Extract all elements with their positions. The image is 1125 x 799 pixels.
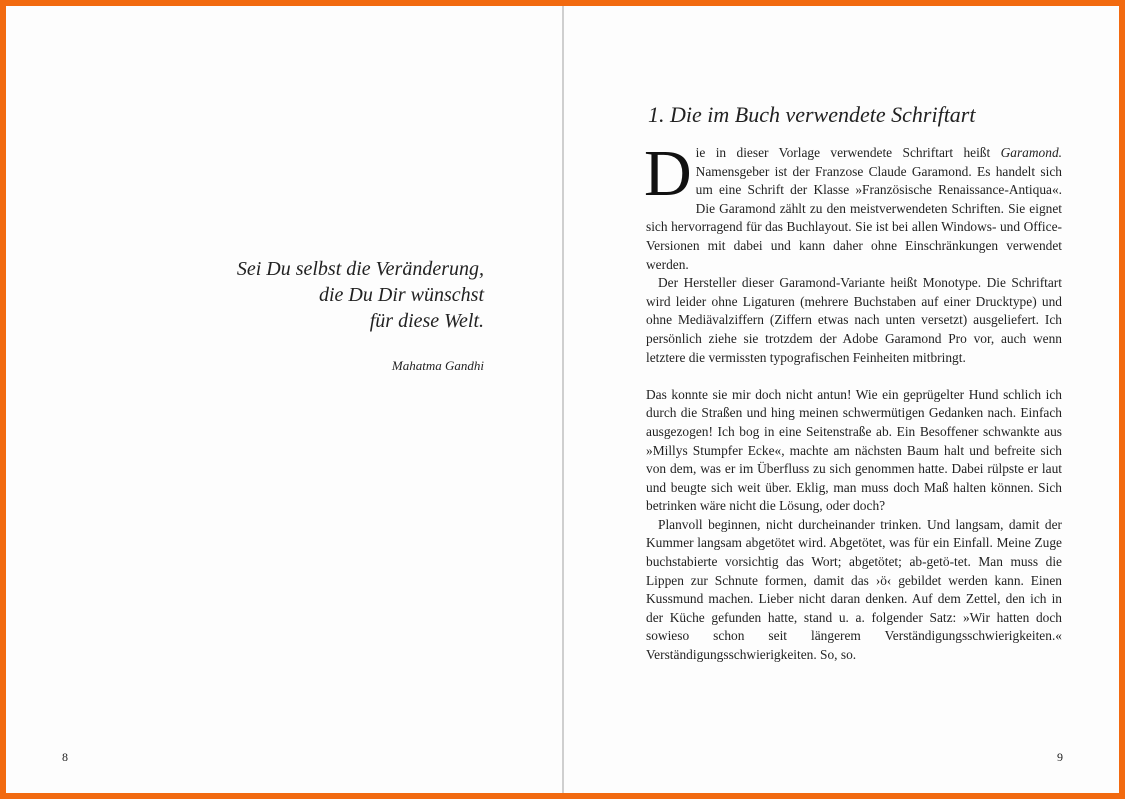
- page-number-left: 8: [62, 750, 68, 764]
- paragraph-1: [644, 137, 1062, 274]
- left-page: [6, 6, 562, 793]
- paragraph-1-text-b: Namensgeber ist der Franzose Claude Garamond. Es handelt sich um eine Schrift der Klasse »Französische Renaissance-Antiqua«. Die Garamond zählt zu den meistverwendeten Schriften. Sie eignet sich hervorragend für das Buchlayout. Sie ist bei allen Windows- und Office-Versionen mit dabei und kann daher ohne Einschränkungen verwendet werden.: [646, 163, 1062, 272]
- page-number-right: 9: [1057, 750, 1063, 764]
- epigraph-quote: [237, 256, 484, 334]
- font-name-italic: Garamond.: [1000, 145, 1062, 160]
- paragraph-3: Das konnte sie mir doch nicht antun! Wie ein geprügelter Hund schlich ich durch die Straßen und hing meinen schwermütigen Gedanken nach. Einfach ausgezogen! Ich bog in eine Seitenstraße ab. Ein Besoffener schwankte aus »Millys Stumpfer Ecke«, machte am nächsten Baum halt und befreite sich von dem, was er im Überfluss zu sich genommen hatte. Dabei rülpste er laut und beugte sich weit über. Eklig, man muss doch Maß halten können. Sich betrinken wäre nicht die Lösung, oder doch?: [646, 386, 1062, 514]
- paragraph-2: Der Hersteller dieser Garamond-Variante heißt Monotype. Die Schriftart wird leider ohne Ligaturen (mehrere Buchstaben auf einer Drucktype) und ohne Mediävalziffern (Ziffern etwas nach unten versetzt) ausgeliefert. Ich persönlich ziehe sie trotzdem der Adobe Garamond Pro vor, auch wenn letztere die vermissten typografischen Feinheiten mitbringt.: [646, 275, 1062, 365]
- quote-author: Mahatma Gandhi: [391, 358, 484, 373]
- right-page: [564, 6, 1119, 793]
- body-text: [644, 137, 1062, 665]
- paragraph-1-text-a: ie in dieser Vorlage verwendete Schriftart heißt: [695, 145, 1001, 160]
- drop-cap: D: [644, 137, 692, 210]
- chapter-heading: 1. Die im Buch verwendete Schriftart: [648, 102, 976, 127]
- quote-line-2: die Du Dir wünschst: [319, 284, 484, 306]
- paragraph-4: Planvoll beginnen, nicht durcheinander trinken. Und langsam, damit der Kummer langsam abgetötet wird. Abgetötet, was für ein Einfall. Meine Zuge buchstabierte vorsichtig das Wort; abgetötet; ab-getö-tet. Man muss die Lippen zur Schnute formen, damit das ›ö‹ gebildet werden kann. Einen Kussmund machen. Lieber nicht daran denken. Auf dem Zettel, den ich in der Küche gefunden hatte, stand u. a. folgender Satz: »Wir hatten doch sowieso schon seit längerem Verständigungsschwierigkeiten.« Verständigungsschwierigkeiten. So, so.: [646, 516, 1062, 663]
- quote-line-3: für diese Welt.: [369, 310, 484, 332]
- quote-line-1: Sei Du selbst die Veränderung,: [236, 258, 484, 280]
